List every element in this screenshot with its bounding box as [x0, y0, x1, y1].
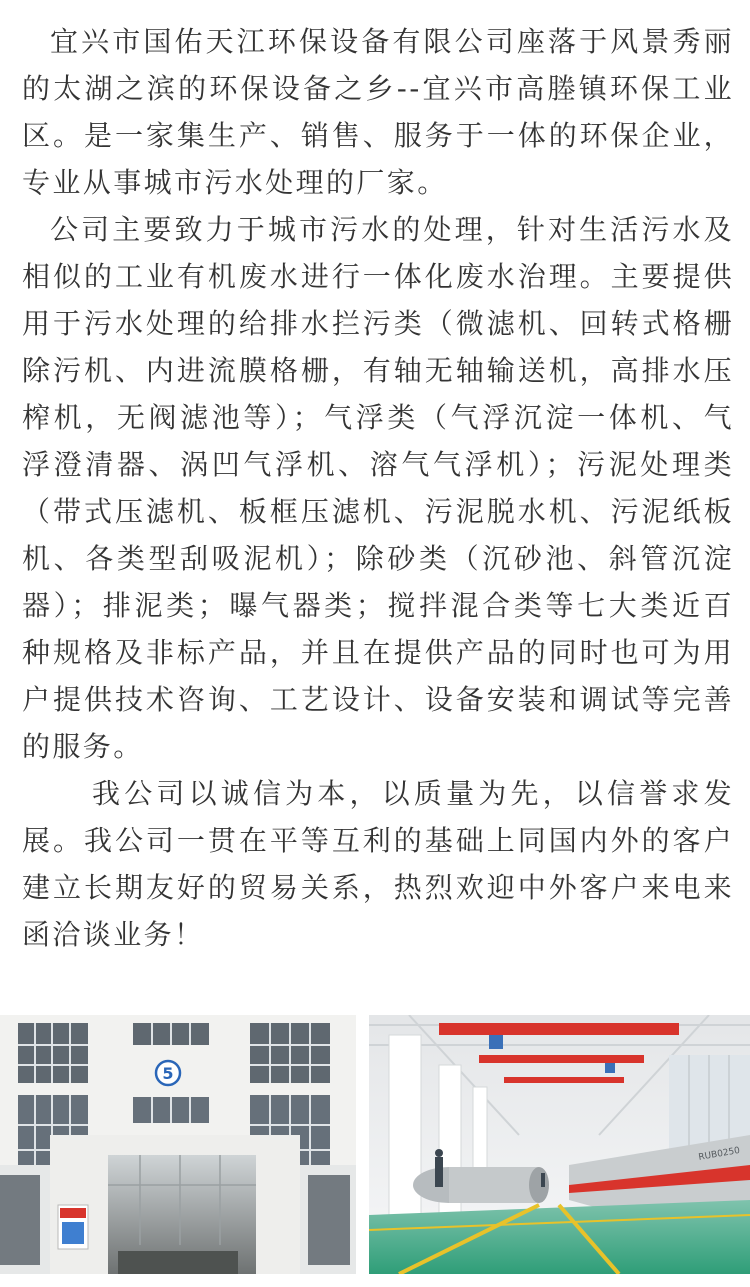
overhead-crane-front: [439, 1023, 679, 1035]
cooperation-paragraph: 我公司以诚信为本，以质量为先，以信誉求发展。我公司一贯在平等互利的基础上同国内外的客户建立长期友好的贸易关系，热烈欢迎中外客户来电来函洽谈业务！: [22, 777, 734, 951]
intro-paragraph: 宜兴市国佑天江环保设备有限公司座落于风景秀丽的太湖之滨的环保设备之乡--宜兴市高塍镇环保工业区。是一家集生产、销售、服务于一体的环保企业，专业从事城市污水处理的厂家。: [22, 25, 734, 199]
factory-building-illustration: [0, 1015, 356, 1274]
factory-interior-illustration: [369, 1015, 750, 1274]
article-body: [22, 18, 734, 958]
products-paragraph: 公司主要致力于城市污水的处理，针对生活污水及相似的工业有机废水进行一体化废水治理。主要提供用于污水处理的给排水拦污类（微滤机、回转式格栅除污机、内进流膜格栅，有轴无轴输送机，高排水压榨机，无阀滤池等）；气浮类（气浮沉淀一体机、气浮澄清器、涡凹气浮机、溶气气浮机）；污泥处理类（带式压滤机、板框压滤机、污泥脱水机、污泥纸板机、各类型刮吸泥机）；除砂类（沉砂池、斜管沉淀器）；排泥类；曝气器类；搅拌混合类等七大类近百种规格及非标产品，并且在提供产品的同时也可为用户提供技术咨询、工艺设计、设备安装和调试等完善的服务。: [22, 213, 734, 763]
machine-label: RUB0250: [697, 1145, 741, 1163]
building-number: 5: [162, 1064, 174, 1083]
overhead-crane-back: [479, 1055, 644, 1063]
factory-building-photo: [0, 1015, 356, 1274]
worker: [435, 1157, 443, 1187]
factory-interior-photo: [369, 1015, 750, 1274]
